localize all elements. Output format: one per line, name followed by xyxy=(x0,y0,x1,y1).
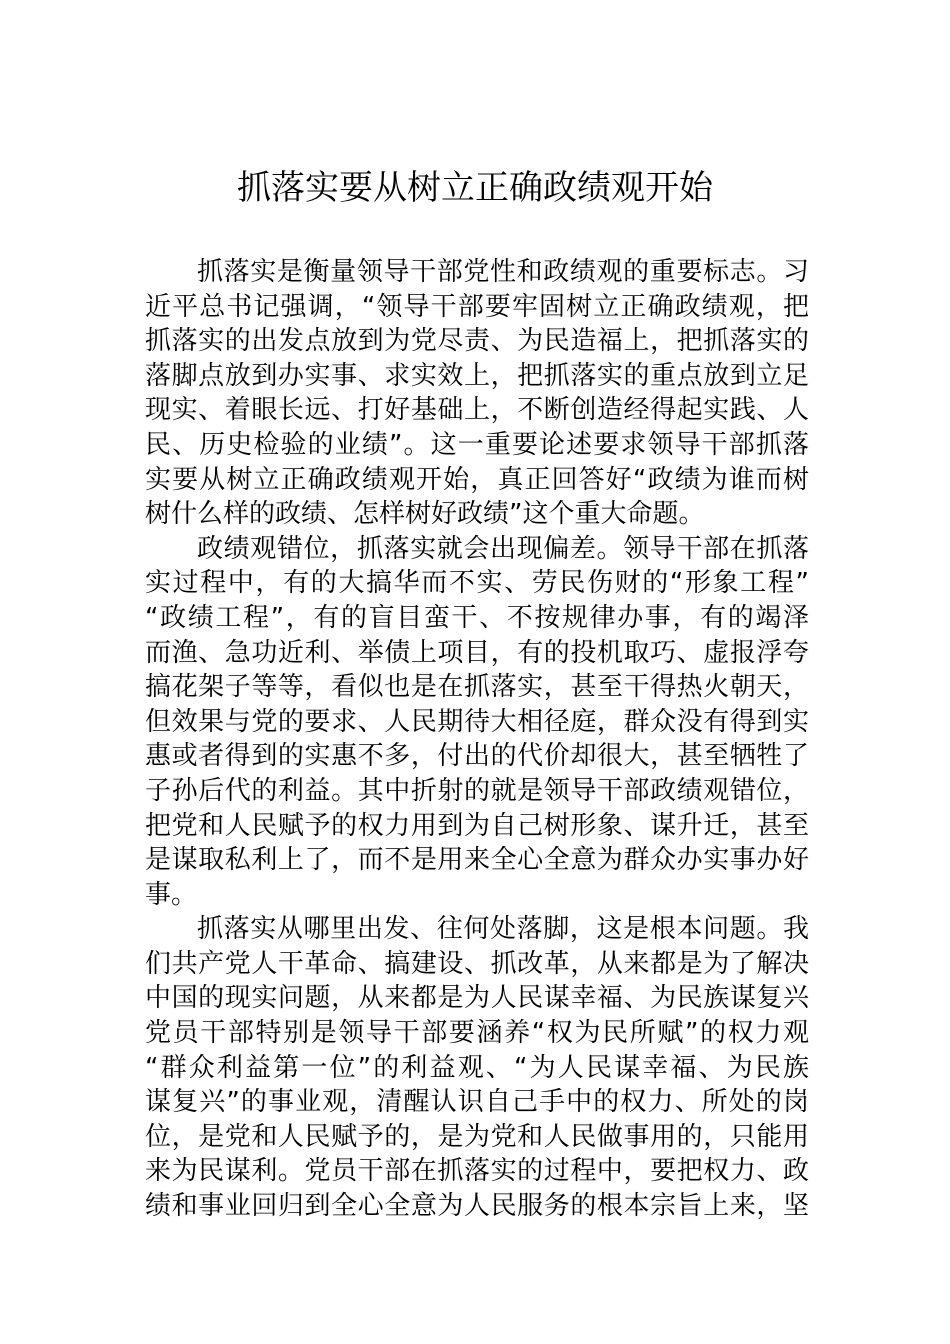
text-line: 绩和事业回归到全心全意为人民服务的根本宗旨上来，坚 xyxy=(145,1191,809,1222)
text-line: 谋复兴”的事业观，清醒认识自己手中的权力、所处的岗 xyxy=(145,1087,809,1118)
text-line: 而渔、急功近利、举债上项目，有的投机取巧、虚报浮夸 xyxy=(145,637,809,668)
text-line: 把党和人民赋予的权力用到为自己树形象、谋升迁，甚至 xyxy=(145,810,809,841)
text-line: 但效果与党的要求、人民期待大相径庭，群众没有得到实 xyxy=(145,706,809,737)
text-line: 来为民谋利。党员干部在抓落实的过程中，要把权力、政 xyxy=(145,1156,809,1187)
text-line: 现实、着眼长远、打好基础上，不断创造经得起实践、人 xyxy=(145,395,809,426)
text-line: “群众利益第一位”的利益观、“为人民谋幸福、为民族 xyxy=(145,1052,809,1083)
text-line: 政绩观错位，抓落实就会出现偏差。领导干部在抓落 xyxy=(197,533,809,564)
text-line: 民、历史检验的业绩”。这一重要论述要求领导干部抓落 xyxy=(145,429,809,460)
text-line: 党员干部特别是领导干部要涵养“权为民所赋”的权力观 xyxy=(145,1018,809,1049)
text-line: 实过程中，有的大搞华而不实、劳民伤财的“形象工程” xyxy=(145,568,809,599)
text-line: 近平总书记强调，“领导干部要牢固树立正确政绩观，把 xyxy=(145,291,809,322)
text-line: 抓落实是衡量领导干部党性和政绩观的重要标志。习 xyxy=(197,257,809,287)
text-line: 位，是党和人民赋予的，是为党和人民做事用的，只能用 xyxy=(145,1121,809,1152)
text-line: 落脚点放到办实事、求实效上，把抓落实的重点放到立足 xyxy=(145,360,809,391)
text-line: 中国的现实问题，从来都是为人民谋幸福、为民族谋复兴 xyxy=(145,983,809,1014)
text-line: “政绩工程”，有的盲目蛮干、不按规律办事，有的竭泽 xyxy=(145,602,809,633)
text-line: 树什么样的政绩、怎样树好政绩”这个重大命题。 xyxy=(145,499,705,530)
text-line: 子孙后代的利益。其中折射的就是领导干部政绩观错位， xyxy=(145,775,809,806)
text-line: 事。 xyxy=(145,879,198,910)
text-line: 抓落实的出发点放到为党尽责、为民造福上，把抓落实的 xyxy=(145,326,809,357)
text-line: 抓落实从哪里出发、往何处落脚，这是根本问题。我 xyxy=(197,914,809,945)
text-line: 惠或者得到的实惠不多，付出的代价却很大，甚至牺牲了 xyxy=(145,741,809,772)
document-title: 抓落实要从树立正确政绩观开始 xyxy=(237,168,713,208)
document-body xyxy=(145,255,809,1224)
text-line: 搞花架子等等，看似也是在抓落实，甚至干得热火朝天， xyxy=(145,672,809,703)
text-line: 们共产党人干革命、搞建设、抓改革，从来都是为了解决 xyxy=(145,948,809,979)
text-line: 是谋取私利上了，而不是用来全心全意为群众办实事办好 xyxy=(145,845,809,876)
text-line: 实要从树立正确政绩观开始，真正回答好“政绩为谁而树 xyxy=(145,464,809,495)
